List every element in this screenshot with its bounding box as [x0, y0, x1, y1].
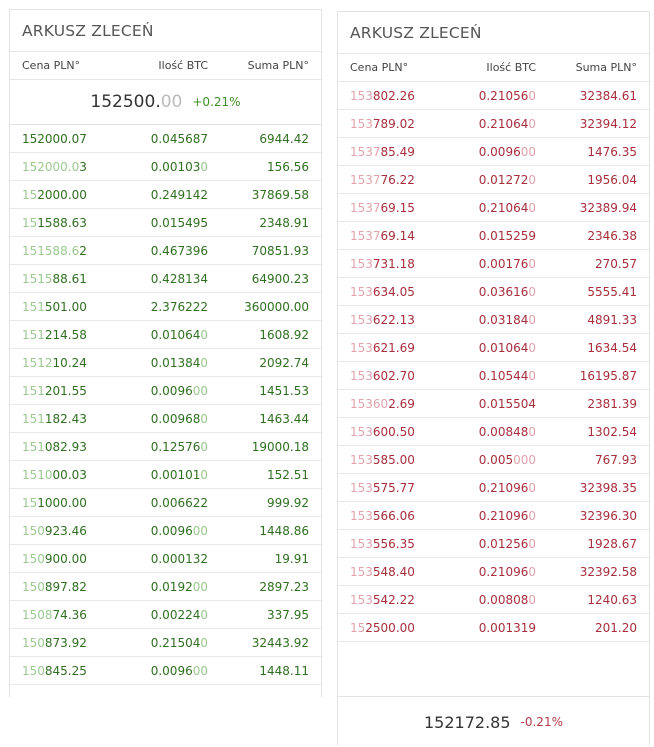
price-cell: 150897.82: [22, 579, 87, 594]
sum-cell: 201.20: [595, 620, 637, 635]
amount-cell: 0.001760: [478, 256, 536, 271]
price-cell: 153542.22: [350, 592, 415, 607]
amount-cell: 0.428134: [150, 271, 208, 286]
order-row[interactable]: [10, 153, 321, 181]
price-cell: 151588.62: [22, 243, 87, 258]
amount-cell: 0.009680: [150, 411, 208, 426]
bid-rows: [10, 125, 321, 685]
last-price-bar: [10, 80, 321, 125]
price-cell: 153785.49: [350, 144, 415, 159]
price-cell: 153556.35: [350, 536, 415, 551]
sum-cell: 1463.44: [259, 411, 309, 426]
sum-cell: 1928.67: [587, 536, 637, 551]
price-cell: 153600.50: [350, 424, 415, 439]
order-row[interactable]: [338, 474, 649, 502]
price-cell: 152000.03: [22, 159, 87, 174]
price-cell: 153769.15: [350, 200, 415, 215]
amount-column-header[interactable]: Ilość BTC: [158, 59, 208, 72]
order-row[interactable]: [338, 334, 649, 362]
amount-cell: 0.009600: [150, 523, 208, 538]
price-cell: 151214.58: [22, 327, 87, 342]
order-row[interactable]: [338, 278, 649, 306]
price-cell: 153776.22: [350, 172, 415, 187]
price-cell: 150873.92: [22, 635, 87, 650]
price-cell: 153634.05: [350, 284, 415, 299]
order-row[interactable]: [10, 433, 321, 461]
order-row[interactable]: [338, 166, 649, 194]
amount-cell: 0.009600: [150, 383, 208, 398]
price-cell: 152500.00: [350, 620, 415, 635]
sum-cell: 19.91: [274, 551, 309, 566]
order-row[interactable]: [10, 237, 321, 265]
order-row[interactable]: [338, 306, 649, 334]
sum-cell: 337.95: [267, 607, 309, 622]
price-change: -0.21%: [520, 715, 563, 729]
order-row[interactable]: [10, 517, 321, 545]
sum-cell: 1302.54: [587, 424, 637, 439]
sum-cell: 999.92: [267, 495, 309, 510]
order-row[interactable]: [338, 222, 649, 250]
sum-cell: 32396.30: [579, 508, 637, 523]
price-column-header[interactable]: Cena PLN°: [22, 59, 81, 72]
sum-cell: 5555.41: [587, 284, 637, 299]
price-cell: 152000.07: [22, 131, 87, 146]
price-cell: 151182.43: [22, 411, 87, 426]
sum-cell: 1451.53: [259, 383, 309, 398]
order-row[interactable]: [338, 558, 649, 586]
last-price: 152172.85: [424, 712, 511, 732]
sum-cell: 270.57: [595, 256, 637, 271]
amount-cell: 0.215040: [150, 635, 208, 650]
ask-order-book-panel: [337, 11, 650, 745]
sum-cell: 32392.58: [579, 564, 637, 579]
sum-cell: 2092.74: [259, 355, 309, 370]
amount-cell: 0.210960: [478, 508, 536, 523]
amount-cell: 0.012560: [478, 536, 536, 551]
price-cell: 153566.06: [350, 508, 415, 523]
amount-column-header[interactable]: Ilość BTC: [486, 61, 536, 74]
order-row[interactable]: [10, 265, 321, 293]
order-row[interactable]: [10, 321, 321, 349]
price-cell: 153802.26: [350, 88, 415, 103]
sum-cell: 16195.87: [579, 368, 637, 383]
sum-cell: 1448.86: [259, 523, 309, 538]
order-row[interactable]: [338, 418, 649, 446]
price-cell: 153575.77: [350, 480, 415, 495]
sum-cell: 1448.11: [259, 663, 309, 678]
amount-cell: 0.008080: [478, 592, 536, 607]
price-cell: 151501.00: [22, 299, 87, 314]
price-cell: 153585.00: [350, 452, 415, 467]
amount-cell: 0.210640: [478, 116, 536, 131]
order-row[interactable]: [338, 82, 649, 110]
amount-cell: 0.045687: [150, 131, 208, 146]
amount-cell: 0.036160: [478, 284, 536, 299]
ask-rows: [338, 82, 649, 642]
panel-title: ARKUSZ ZLECEŃ: [338, 12, 649, 54]
price-cell: 151000.00: [22, 495, 87, 510]
price-cell: 150923.46: [22, 523, 87, 538]
amount-cell: 0.019200: [150, 579, 208, 594]
amount-cell: 0.010640: [478, 340, 536, 355]
price-cell: 150900.00: [22, 551, 87, 566]
order-row[interactable]: [10, 125, 321, 153]
price-cell: 151588.61: [22, 271, 87, 286]
sum-cell: 64900.23: [251, 271, 309, 286]
order-row[interactable]: [10, 601, 321, 629]
amount-cell: 0.001030: [150, 159, 208, 174]
sum-cell: 32394.12: [579, 116, 637, 131]
order-row[interactable]: [10, 629, 321, 657]
amount-cell: 2.376222: [150, 299, 208, 314]
price-cell: 153548.40: [350, 564, 415, 579]
sum-cell: 32398.35: [579, 480, 637, 495]
order-row[interactable]: [10, 181, 321, 209]
sum-cell: 360000.00: [244, 299, 309, 314]
sum-cell: 32384.61: [579, 88, 637, 103]
sum-cell: 156.56: [267, 159, 309, 174]
amount-cell: 0.005000: [478, 452, 536, 467]
order-row[interactable]: [10, 377, 321, 405]
amount-cell: 0.012720: [478, 172, 536, 187]
order-row[interactable]: [10, 405, 321, 433]
order-row[interactable]: [10, 461, 321, 489]
price-cell: 150845.25: [22, 663, 87, 678]
sum-cell: 1956.04: [587, 172, 637, 187]
amount-cell: 0.249142: [150, 187, 208, 202]
price-cell: 151210.24: [22, 355, 87, 370]
price-cell: 151201.55: [22, 383, 87, 398]
amount-cell: 0.013840: [150, 355, 208, 370]
sum-cell: 1608.92: [259, 327, 309, 342]
amount-cell: 0.008480: [478, 424, 536, 439]
sum-cell: 152.51: [267, 467, 309, 482]
price-cell: 150874.36: [22, 607, 87, 622]
price-column-header[interactable]: Cena PLN°: [350, 61, 409, 74]
order-row[interactable]: [10, 489, 321, 517]
amount-cell: 0.001010: [150, 467, 208, 482]
panel-title: ARKUSZ ZLECEŃ: [10, 10, 321, 52]
last-price-bar: [338, 696, 649, 747]
amount-cell: 0.467396: [150, 243, 208, 258]
price-change: +0.21%: [192, 95, 241, 109]
sum-cell: 767.93: [595, 452, 637, 467]
amount-cell: 0.125760: [150, 439, 208, 454]
order-row[interactable]: [338, 530, 649, 558]
amount-cell: 0.000132: [150, 551, 208, 566]
order-row[interactable]: [10, 209, 321, 237]
price-cell: 152000.00: [22, 187, 87, 202]
sum-cell: 2346.38: [587, 228, 637, 243]
sum-column-header[interactable]: Suma PLN°: [575, 61, 637, 74]
amount-cell: 0.015495: [150, 215, 208, 230]
price-cell: 153622.13: [350, 312, 415, 327]
bid-order-book-panel: [9, 9, 322, 697]
sum-cell: 1240.63: [587, 592, 637, 607]
sum-column-header[interactable]: Suma PLN°: [247, 59, 309, 72]
sum-cell: 32389.94: [579, 200, 637, 215]
amount-cell: 0.015504: [478, 396, 536, 411]
price-cell: 153769.14: [350, 228, 415, 243]
order-row[interactable]: [10, 657, 321, 685]
sum-cell: 37869.58: [251, 187, 309, 202]
order-row[interactable]: [338, 390, 649, 418]
price-cell: 151000.03: [22, 467, 87, 482]
order-row[interactable]: [338, 502, 649, 530]
amount-cell: 0.001319: [478, 620, 536, 635]
sum-cell: 19000.18: [251, 439, 309, 454]
amount-cell: 0.015259: [478, 228, 536, 243]
price-cell: 151588.63: [22, 215, 87, 230]
amount-cell: 0.006622: [150, 495, 208, 510]
price-cell: 153602.70: [350, 368, 415, 383]
column-header-row: [338, 54, 649, 82]
amount-cell: 0.210960: [478, 480, 536, 495]
amount-cell: 0.210560: [478, 88, 536, 103]
order-row[interactable]: [10, 293, 321, 321]
amount-cell: 0.010640: [150, 327, 208, 342]
amount-cell: 0.002240: [150, 607, 208, 622]
sum-cell: 2897.23: [259, 579, 309, 594]
column-header-row: [10, 52, 321, 80]
price-cell: 153602.69: [350, 396, 415, 411]
order-row[interactable]: [10, 573, 321, 601]
last-price: 152500.00: [90, 92, 183, 112]
order-row[interactable]: [338, 362, 649, 390]
amount-cell: 0.210960: [478, 564, 536, 579]
order-row[interactable]: [338, 110, 649, 138]
price-cell: 153789.02: [350, 116, 415, 131]
sum-cell: 32443.92: [251, 635, 309, 650]
price-cell: 153621.69: [350, 340, 415, 355]
order-row[interactable]: [338, 614, 649, 642]
order-row[interactable]: [338, 250, 649, 278]
amount-cell: 0.210640: [478, 200, 536, 215]
amount-cell: 0.105440: [478, 368, 536, 383]
sum-cell: 1476.35: [587, 144, 637, 159]
sum-cell: 2348.91: [259, 215, 309, 230]
order-row[interactable]: [338, 194, 649, 222]
order-row[interactable]: [338, 446, 649, 474]
order-row[interactable]: [338, 586, 649, 614]
order-row[interactable]: [338, 138, 649, 166]
price-cell: 153731.18: [350, 256, 415, 271]
sum-cell: 2381.39: [587, 396, 637, 411]
amount-cell: 0.009600: [150, 663, 208, 678]
sum-cell: 4891.33: [587, 312, 637, 327]
order-row[interactable]: [10, 349, 321, 377]
amount-cell: 0.009600: [478, 144, 536, 159]
sum-cell: 1634.54: [587, 340, 637, 355]
sum-cell: 70851.93: [251, 243, 309, 258]
amount-cell: 0.031840: [478, 312, 536, 327]
price-cell: 151082.93: [22, 439, 87, 454]
sum-cell: 6944.42: [259, 131, 309, 146]
order-row[interactable]: [10, 545, 321, 573]
